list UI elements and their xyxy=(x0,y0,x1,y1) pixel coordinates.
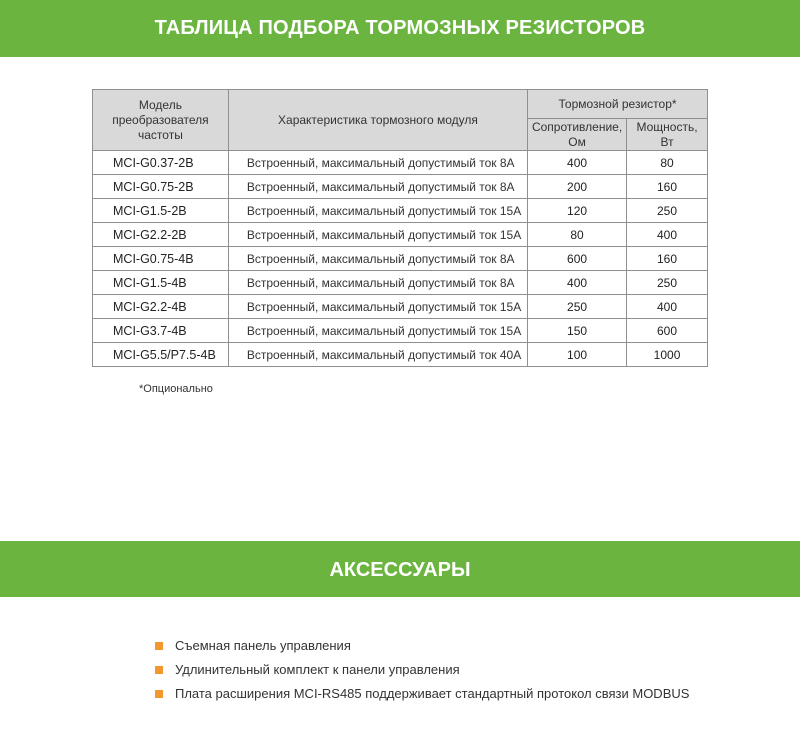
table-row xyxy=(93,247,708,271)
list-item xyxy=(155,684,689,708)
description-cell: Встроенный, максимальный допустимый ток 40А xyxy=(228,343,527,367)
power-cell: 160 xyxy=(627,175,708,199)
table-row xyxy=(93,319,708,343)
table-row xyxy=(93,199,708,223)
list-item xyxy=(155,636,689,660)
power-column-header xyxy=(627,119,708,151)
table-section-title: ТАБЛИЦА ПОДБОРА ТОРМОЗНЫХ РЕЗИСТОРОВ xyxy=(154,17,646,39)
resistance-column-header xyxy=(528,119,627,151)
model-cell: MCI-G0.75-4B xyxy=(93,247,229,271)
resistance-header-line: Сопротивление, xyxy=(531,119,623,134)
model-header-line: Модель xyxy=(138,97,182,112)
description-cell: Встроенный, максимальный допустимый ток 15А xyxy=(228,223,527,247)
resistance-cell: 250 xyxy=(528,295,627,319)
model-cell: MCI-G0.37-2B xyxy=(93,151,229,175)
resistance-cell: 120 xyxy=(528,199,627,223)
power-header-line: Мощность, xyxy=(636,119,698,134)
power-cell: 1000 xyxy=(627,343,708,367)
resistance-cell: 80 xyxy=(528,223,627,247)
power-cell: 250 xyxy=(627,271,708,295)
accessories-list xyxy=(155,636,689,708)
model-cell: MCI-G3.7-4B xyxy=(93,319,229,343)
power-cell: 400 xyxy=(627,223,708,247)
description-cell: Встроенный, максимальный допустимый ток 15А xyxy=(228,295,527,319)
table-row xyxy=(93,175,708,199)
accessories-title: АКСЕССУАРЫ xyxy=(329,559,471,581)
power-cell: 250 xyxy=(627,199,708,223)
model-cell: MCI-G2.2-4B xyxy=(93,295,229,319)
description-cell: Встроенный, максимальный допустимый ток 15А xyxy=(228,199,527,223)
table-row xyxy=(93,223,708,247)
optional-footnote: *Опционально xyxy=(139,383,213,395)
description-cell: Встроенный, максимальный допустимый ток 15А xyxy=(228,319,527,343)
description-cell: Встроенный, максимальный допустимый ток 8А xyxy=(228,175,527,199)
square-bullet-icon xyxy=(155,690,163,698)
resistance-cell: 200 xyxy=(528,175,627,199)
description-cell: Встроенный, максимальный допустимый ток 8А xyxy=(228,271,527,295)
accessory-label: Плата расширения MCI-RS485 поддерживает стандартный протокол связи MODBUS xyxy=(175,686,690,701)
power-cell: 400 xyxy=(627,295,708,319)
resistor-selection-table xyxy=(92,89,708,367)
model-column-header xyxy=(93,90,229,151)
model-cell: MCI-G1.5-2B xyxy=(93,199,229,223)
description-column-header: Характеристика тормозного модуля xyxy=(228,90,527,151)
list-item xyxy=(155,660,689,684)
model-cell: MCI-G5.5/P7.5-4B xyxy=(93,343,229,367)
square-bullet-icon xyxy=(155,666,163,674)
power-header-line: Вт xyxy=(660,134,674,149)
accessories-banner xyxy=(0,541,800,597)
resistance-cell: 400 xyxy=(528,151,627,175)
resistance-header-line: Ом xyxy=(568,134,586,149)
table-row xyxy=(93,343,708,367)
resistance-cell: 400 xyxy=(528,271,627,295)
power-cell: 600 xyxy=(627,319,708,343)
resistance-cell: 150 xyxy=(528,319,627,343)
model-header-line: преобразователя xyxy=(112,112,209,127)
model-header-line: частоты xyxy=(138,127,183,142)
resistance-cell: 600 xyxy=(528,247,627,271)
table-section-banner xyxy=(0,0,800,57)
table-row xyxy=(93,271,708,295)
resistance-cell: 100 xyxy=(528,343,627,367)
model-cell: MCI-G1.5-4B xyxy=(93,271,229,295)
table-row xyxy=(93,151,708,175)
model-cell: MCI-G0.75-2B xyxy=(93,175,229,199)
description-cell: Встроенный, максимальный допустимый ток 8А xyxy=(228,151,527,175)
table-row xyxy=(93,295,708,319)
accessory-label: Удлинительный комплект к панели управления xyxy=(175,662,460,677)
power-cell: 80 xyxy=(627,151,708,175)
accessory-label: Съемная панель управления xyxy=(175,638,351,653)
power-cell: 160 xyxy=(627,247,708,271)
resistor-group-header: Тормозной резистор* xyxy=(528,90,708,119)
model-cell: MCI-G2.2-2B xyxy=(93,223,229,247)
square-bullet-icon xyxy=(155,642,163,650)
description-cell: Встроенный, максимальный допустимый ток 8А xyxy=(228,247,527,271)
